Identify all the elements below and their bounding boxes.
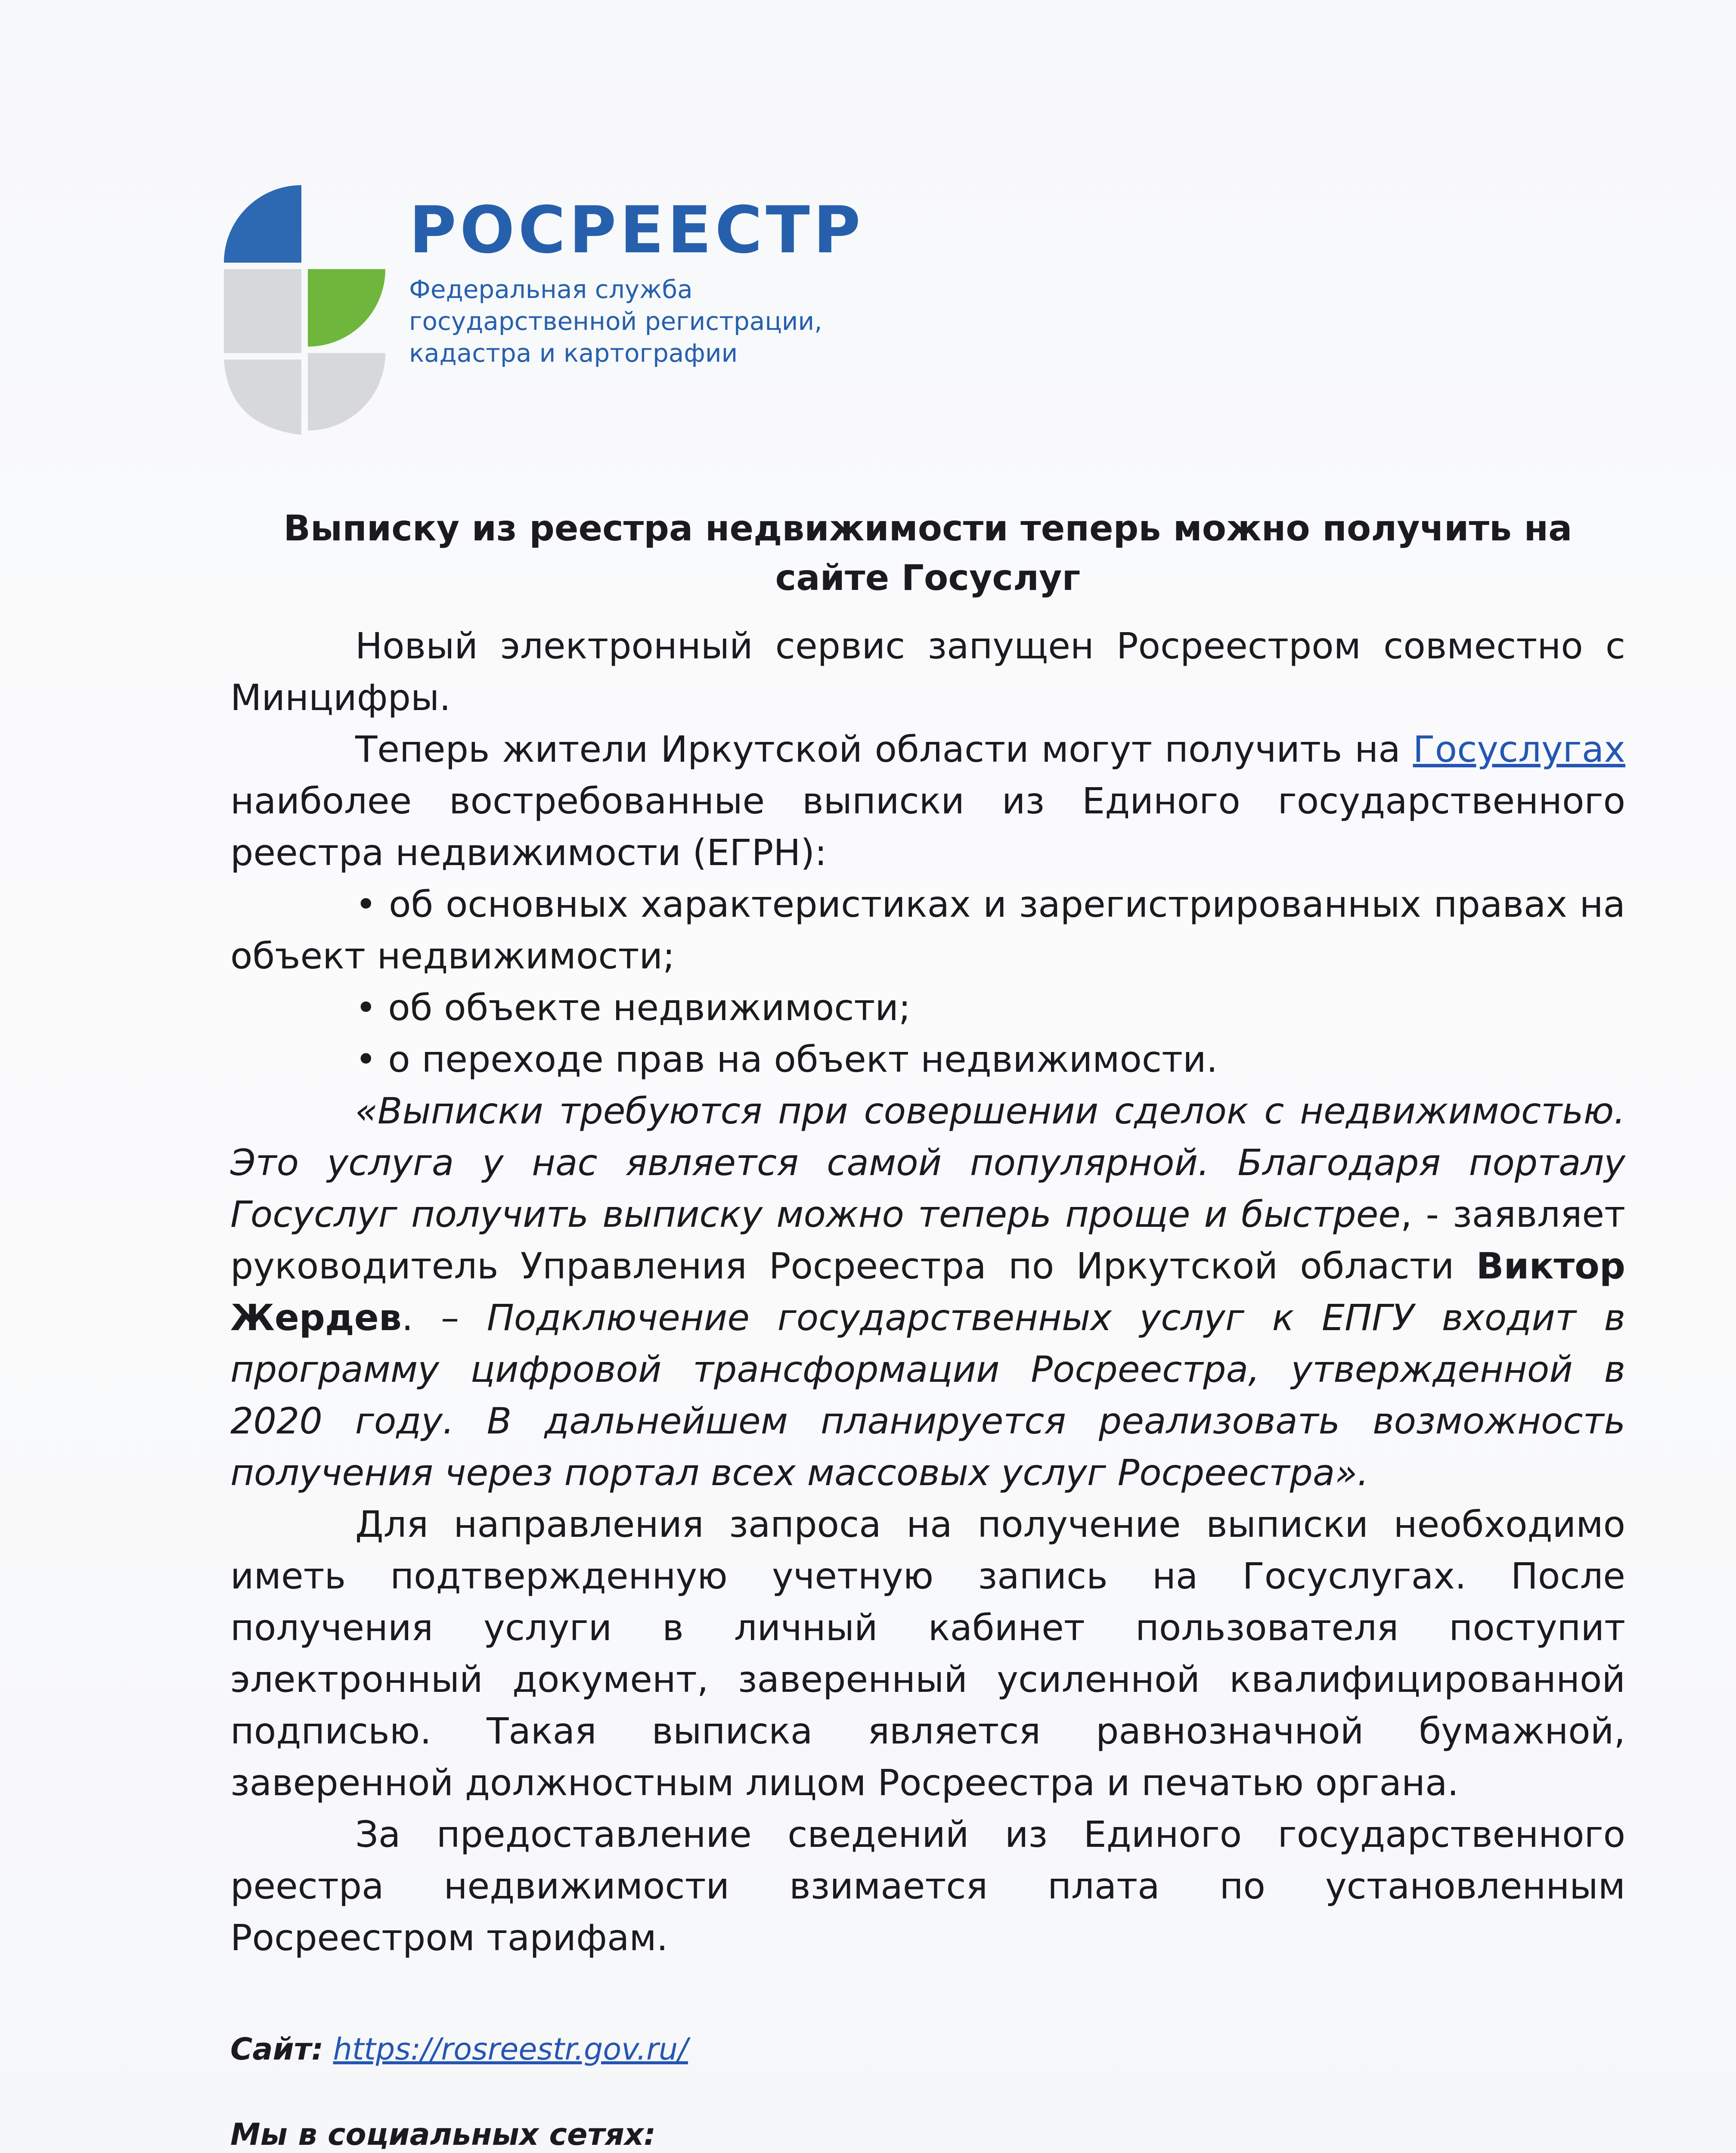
article-title: Выписку из реестра недвижимости теперь можно получить на сайте Госуслуг: [283, 508, 1572, 599]
quote-attribution: , - заявляет руководитель Управления Росреестра по Иркутской области: [230, 1193, 1625, 1287]
site-line: [230, 2028, 1625, 2070]
quote-text: «Выписки требуются при совершении сделок с недвижимостью. Это услуга у нас является самой популярной. Благодаря порталу Госуслуг получить выписку можно теперь проще и быстрее: [230, 1090, 1625, 1235]
paragraph-request: Для направления запроса на получение выписки необходимо иметь подтвержденную учетную запись на Госуслугах. После получения услуги в личный кабинет пользователя поступит электронный документ, заверенный усиленной квалифицированной подписью. Такая выписка является равнозначной бумажной, заверенной должностным лицом Росреестра и печатью органа.: [230, 1503, 1625, 1804]
quote-dash: . –: [401, 1297, 487, 1339]
logo-subtitle-line: кадастра и картографии: [409, 338, 738, 368]
logo-brand-text: РОСРЕЕСТР: [409, 193, 864, 268]
bullet-item: • об объекте недвижимости;: [355, 987, 911, 1029]
paragraph-residents: [230, 723, 1625, 878]
quote-end: ».: [1335, 1452, 1369, 1494]
bullet-item: • о переходе прав на объект недвижимости.: [355, 1038, 1218, 1080]
article-body: [230, 504, 1625, 2153]
site-link[interactable]: https://rosreestr.gov.ru/: [333, 2032, 688, 2067]
paragraph-quote: [230, 1085, 1625, 1498]
speaker-name: Виктор Жердев: [230, 1245, 1625, 1339]
logo-subtitle-line: государственной регистрации,: [409, 307, 822, 336]
contacts-block: [230, 2028, 1625, 2153]
paragraph-intro: Новый электронный сервис запущен Росреестром совместно с Минцифры.: [230, 625, 1625, 719]
paragraph-text: наиболее востребованные выписки из Единого государственного реестра недвижимости (ЕГРН):: [230, 780, 1625, 874]
gosuslugi-link[interactable]: Госуслугах: [1413, 728, 1625, 770]
quote-text: Подключение государственных услуг к ЕПГУ входит в программу цифровой трансформации Росреестра, утвержденной в 2020 году. В дальнейшем планируется реализовать возможность получения через портал всех массовых услуг Росреестра: [230, 1297, 1625, 1494]
paragraph-fee: За предоставление сведений из Единого государственного реестра недвижимости взимается плата по установленным Росреестром тарифам.: [230, 1813, 1625, 1959]
site-label: Сайт:: [230, 2032, 324, 2067]
paragraph-text: Теперь жители Иркутской области могут получить на: [355, 728, 1413, 770]
rosreestr-logo: [224, 185, 870, 435]
logo-subtitle-line: Федеральная служба: [409, 275, 693, 304]
social-title: Мы в социальных сетях:: [230, 2117, 656, 2152]
logo-subtitle: [409, 273, 822, 369]
bullet-item: • об основных характеристиках и зарегистрированных правах на объект недвижимости;: [230, 883, 1625, 977]
rosreestr-emblem-icon: [224, 185, 388, 435]
